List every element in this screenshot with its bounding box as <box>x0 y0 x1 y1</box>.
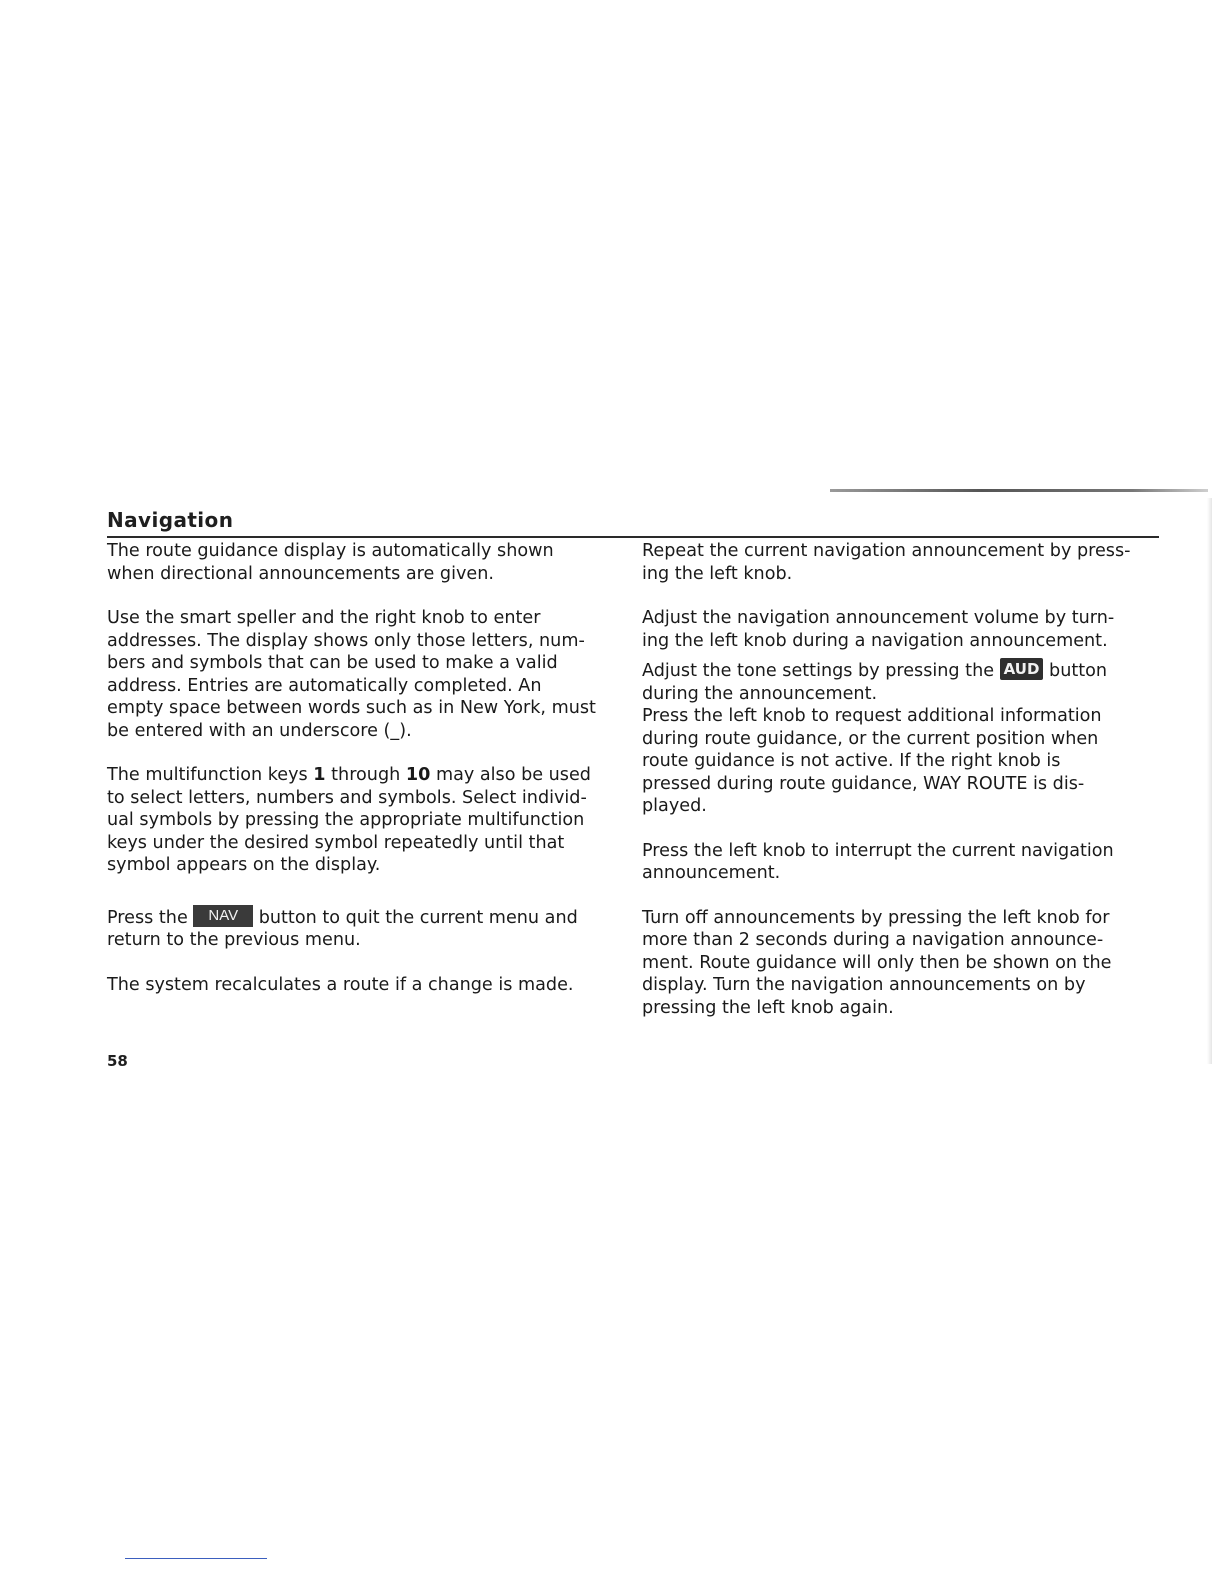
text-line: bers and symbols that can be used to make a valid <box>107 653 558 673</box>
paragraph-smart-speller <box>107 607 629 742</box>
heading-underline <box>107 536 1159 538</box>
text-line: Repeat the current navigation announcement by press- <box>642 541 1131 561</box>
text-line: pressing the left knob again. <box>642 997 894 1018</box>
text-line: Turn off announcements by pressing the left knob for <box>642 907 1110 928</box>
text-line <box>107 907 629 930</box>
paragraph-adjust-tone <box>642 660 1162 705</box>
paragraph-multifunction-keys <box>107 764 629 877</box>
text-line: ment. Route guidance will only then be shown on the <box>642 952 1112 973</box>
text-line: pressed during route guidance, WAY ROUTE is dis- <box>642 773 1085 794</box>
text-line: ing the left knob. <box>642 563 793 584</box>
text-line <box>107 764 629 787</box>
text-line: Adjust the navigation announcement volume by turn- <box>642 608 1115 628</box>
bottom-link-underline <box>125 1558 267 1559</box>
text-line: The route guidance display is automatically shown <box>107 541 554 561</box>
text-line: Press the left knob to request additional information <box>642 706 1102 726</box>
key-number-1: 1 <box>313 765 326 785</box>
nav-button-label: NAV <box>193 905 253 927</box>
paragraph-route-guidance-display <box>107 540 629 585</box>
paragraph-repeat-announcement <box>642 540 1162 585</box>
text-line: route guidance is not active. If the right knob is <box>642 751 1061 771</box>
text-fragment: button to quit the current menu and <box>253 907 578 928</box>
text-line: keys under the desired symbol repeatedly until that <box>107 832 565 853</box>
paragraph-recalculates <box>107 974 629 997</box>
text-fragment: Adjust the tone settings by pressing the <box>642 661 1000 681</box>
page-number: 58 <box>107 1052 128 1070</box>
paragraph-adjust-volume <box>642 607 1162 652</box>
paragraph-interrupt-announcement <box>642 840 1162 885</box>
paragraph-nav-button <box>107 907 629 952</box>
text-fragment: button <box>1043 661 1108 681</box>
page-edge-shadow <box>1207 498 1212 1064</box>
text-line <box>642 660 1162 683</box>
top-decorative-rule <box>830 489 1208 492</box>
text-line: Press the left knob to interrupt the current navigation <box>642 840 1114 861</box>
key-number-10: 10 <box>405 765 431 785</box>
text-line: symbol appears on the display. <box>107 855 381 875</box>
text-line: ual symbols by pressing the appropriate multifunction <box>107 810 585 830</box>
text-line: addresses. The display shows only those letters, num- <box>107 630 585 651</box>
text-line: announcement. <box>642 863 781 883</box>
text-line: be entered with an underscore (_). <box>107 720 412 741</box>
text-line: ing the left knob during a navigation announcement. <box>642 630 1108 651</box>
paragraph-turn-off-announcements <box>642 907 1162 1020</box>
text-line: played. <box>642 796 707 816</box>
right-column <box>642 540 1162 1019</box>
paragraph-additional-information <box>642 705 1162 818</box>
aud-button-label: AUD <box>1000 658 1044 680</box>
text-line: empty space between words such as in New York, must <box>107 698 596 718</box>
text-line: during route guidance, or the current position when <box>642 728 1099 749</box>
text-fragment: The multifunction keys <box>107 765 314 785</box>
text-line: display. Turn the navigation announcements on by <box>642 975 1086 995</box>
text-fragment: may also be used <box>430 765 591 785</box>
section-heading: Navigation <box>107 508 234 532</box>
text-line: when directional announcements are given. <box>107 563 494 584</box>
text-line: to select letters, numbers and symbols. Select individ- <box>107 787 587 808</box>
text-line: during the announcement. <box>642 683 878 704</box>
text-line: return to the previous menu. <box>107 930 361 950</box>
left-column <box>107 540 629 996</box>
text-line: more than 2 seconds during a navigation announce- <box>642 930 1104 950</box>
text-line: Use the smart speller and the right knob to enter <box>107 608 541 628</box>
text-fragment: Press the <box>107 907 194 928</box>
text-line: address. Entries are automatically completed. An <box>107 675 542 696</box>
text-fragment: through <box>325 765 406 785</box>
text-line: The system recalculates a route if a change is made. <box>107 974 574 995</box>
